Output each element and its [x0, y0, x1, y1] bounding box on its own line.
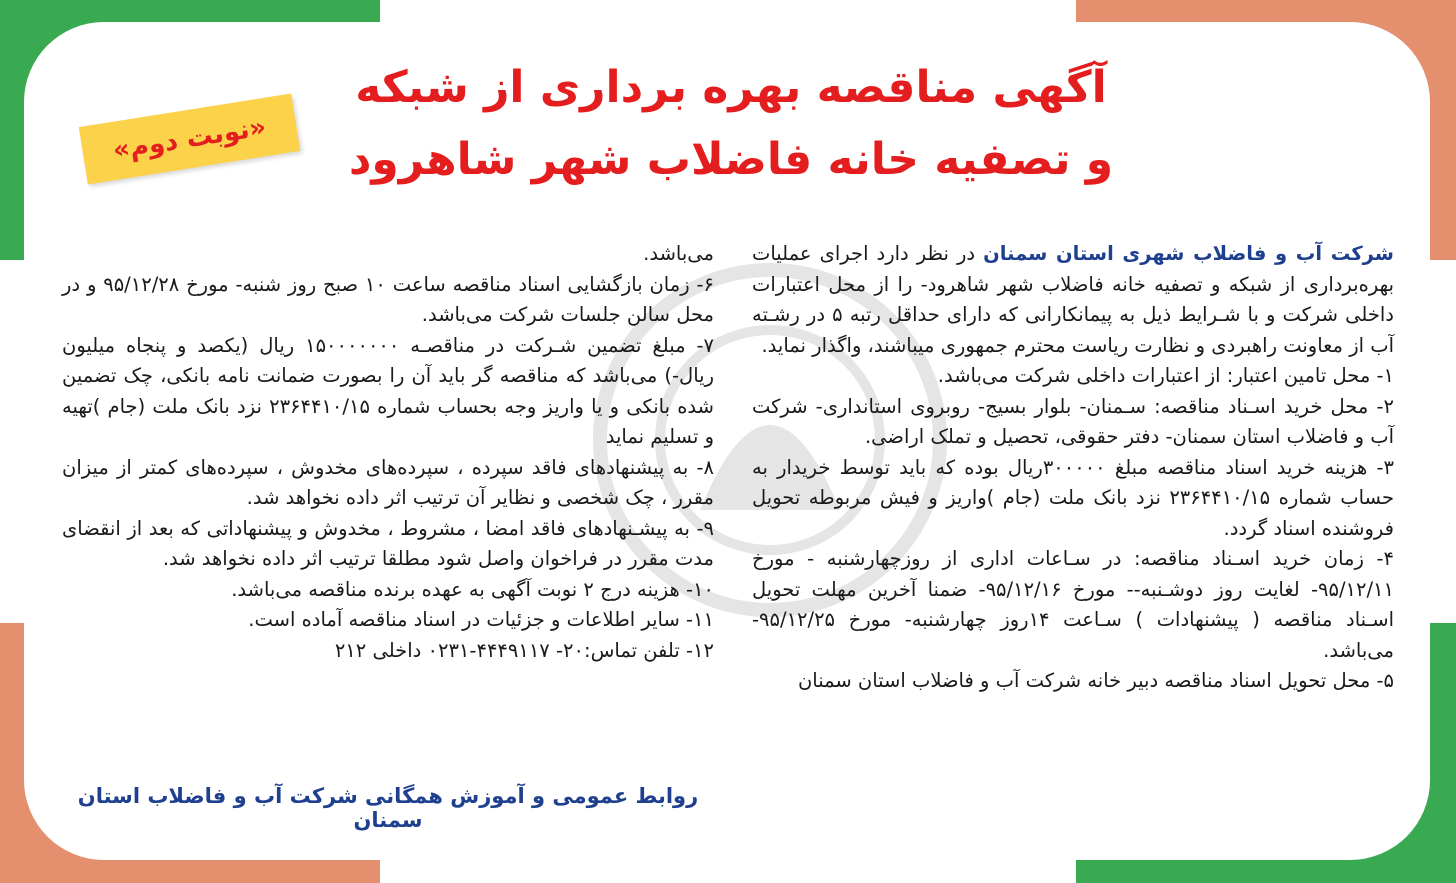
notice-title: [306, 52, 1156, 196]
title-line-2: و تصفیه خانه فاضلاب شهر شاهرود: [348, 134, 1114, 185]
list-item: ۷- مبلغ تضمین شـرکت در مناقصـه ۱۵۰۰۰۰۰۰۰ ریال (یکصد و پنجاه میلیون ریال-) می‌باشد که مناقصه گر باید آن را بصورت ضمانت نامه بانکی، چک تضمین شده بانکی و یا واریز وجه بحساب شماره ۲۳۶۴۴۱۰/۱۵ نزد بانک ملت (جام )تهیه و تسلیم نماید: [62, 333, 714, 448]
list-item: ۳- هزینه خرید اسناد مناقصه مبلغ ۳۰۰۰۰۰ریال بوده که باید توسط خریدار به حساب شماره ۲۳۶۴۴۱۰/۱۵ نزد بانک ملت (جام )واریز و فیش مربوطه تحویل فروشنده اسناد گردد.: [752, 455, 1394, 540]
left-column: [62, 239, 714, 666]
public-relations-signature: روابط عمومی و آموزش همگانی شرکت آب و فاضلاب استان سمنان: [77, 784, 699, 832]
list-item: ۴- زمان خرید اسـناد مناقصه: در سـاعات اداری از روزچهارشنبه - مورخ ۹۵/۱۲/۱۱- لغایت روز دوشـنبه-- مورخ ۹۵/۱۲/۱۶- ضمنا آخرین مهلت تحویل اسـناد مناقصه ( پیشنهادات ) سـاعت ۱۴روز چهارشنبه- مورخ ۹۵/۱۲/۲۵- می‌باشد.: [752, 547, 1394, 662]
list-item: ۱- محل تامین اعتبار: از اعتبارات داخلی شرکت می‌باشد.: [937, 364, 1394, 387]
intro-paragraph: [752, 239, 1394, 361]
list-item: ۱۰- هزینه درج ۲ نوبت آگهی به عهده برنده مناقصه می‌باشد.: [231, 577, 714, 601]
list-item: ۸- به پیشنهادهای فاقد سپرده ، سپرده‌های مخدوش ، سپرده‌های کمتر از میزان مقرر ، چک شخصی و نظایر آن ترتیب اثر داده نخواهد شد.: [62, 455, 714, 509]
title-line-1: آگهی مناقصه بهره برداری از شبکه: [355, 62, 1107, 113]
list-item: ۲- محل خرید اسـناد مناقصه: سـمنان- بلوار بسیج- روبروی استانداری- شرکت آب و فاضلاب استان سمنان- دفتر حقوقی، تحصیل و تملک اراضی.: [752, 394, 1394, 448]
list-item: ۱۲- تلفن تماس:۲۰- ۴۴۴۹۱۱۷-۰۲۳۱ داخلی ۲۱۲: [334, 638, 714, 662]
second-round-badge: «نوبت دوم»: [79, 94, 300, 185]
list-item: ۶- زمان بازگشایی اسناد مناقصه ساعت ۱۰ صبح روز شنبه- مورخ ۹۵/۱۲/۲۸ و در محل سالن جلسات شرکت می‌باشد.: [62, 272, 714, 326]
intro-text: در نظر دارد اجرای عملیات بهره‌برداری از شبکه و تصفیه خانه فاضلاب شهر شاهرود- را از محل اعتبارات داخلی شرکت و با شـرایط ذیل به پیمانکارانی که دارای حداقل رتبه ۵ در رشـته آب از معاونت راهبردی و نظارت ریاست محترم جمهوری میباشند، واگذار نماید.: [752, 242, 1394, 357]
right-column: [752, 239, 1394, 697]
list-item: ۹- به پیشـنهادهای فاقد امضا ، مشروط ، مخدوش و پیشنهاداتی که بعد از انقضای مدت مقرر در فراخوان واصل شود مطلقا ترتیب اثر داده نخواهد شد.: [62, 516, 714, 570]
list-item: ۱۱- سایر اطلاعات و جزئیات در اسناد مناقصه آماده است.: [248, 608, 714, 631]
company-lead: شرکت آب و فاضلاب شهری استان سمنان: [983, 242, 1394, 265]
list-item: ۵- محل تحویل اسناد مناقصه دبیر خانه شرکت آب و فاضلاب استان سمنان: [797, 669, 1394, 692]
continuation-text: می‌باشد.: [643, 242, 714, 265]
